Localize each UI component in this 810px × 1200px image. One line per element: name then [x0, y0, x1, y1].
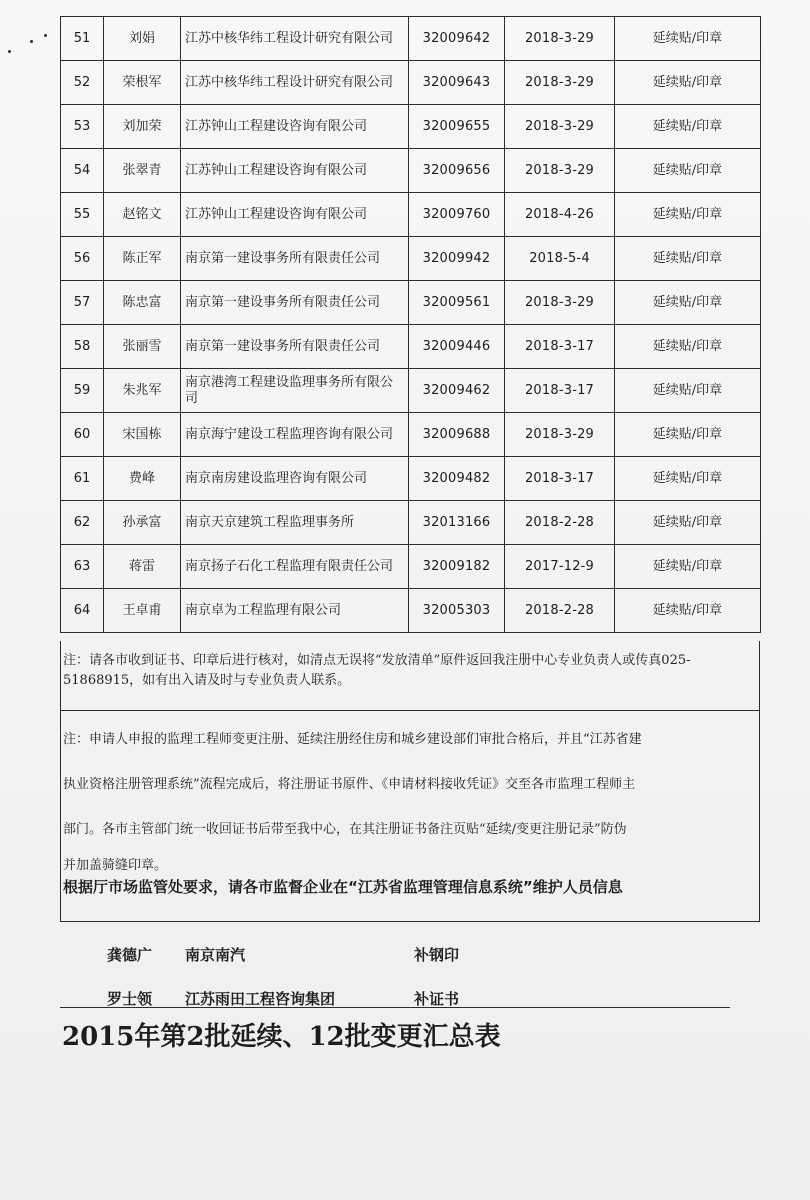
notes-box: [60, 641, 760, 922]
certificate-number: 32009482: [409, 457, 505, 501]
extra-item-2: 补证书: [414, 990, 460, 1008]
note-verification: 注：请各市收到证书、印章后进行核对，如清点无误将“发放清单”原件返回我注册中心专业负责人或传真025-51868915，如有出入请及时与专业负责人联系。: [63, 653, 691, 688]
company-name: 南京第一建设事务所有限责任公司: [181, 281, 409, 325]
underline: [60, 1007, 730, 1008]
registration-table: [60, 16, 761, 633]
row-number: 55: [61, 193, 104, 237]
engineer-name: 刘加荣: [104, 105, 181, 149]
expiry-date: 2018-3-17: [505, 457, 615, 501]
row-number: 54: [61, 149, 104, 193]
engineer-name: 王卓甫: [104, 589, 181, 633]
certificate-number: 32009760: [409, 193, 505, 237]
remark: 延续贴/印章: [615, 545, 761, 589]
expiry-date: 2018-5-4: [505, 237, 615, 281]
row-number: 56: [61, 237, 104, 281]
table-row: [61, 193, 761, 237]
certificate-number: 32009446: [409, 325, 505, 369]
extra-name-1: 龚德广: [107, 946, 153, 964]
certificate-number: 32009688: [409, 413, 505, 457]
expiry-date: 2018-3-29: [505, 413, 615, 457]
expiry-date: 2017-12-9: [505, 545, 615, 589]
extra-name-2: 罗士领: [107, 990, 153, 1008]
engineer-name: 蒋雷: [104, 545, 181, 589]
expiry-date: 2018-4-26: [505, 193, 615, 237]
expiry-date: 2018-3-29: [505, 61, 615, 105]
table-row: [61, 281, 761, 325]
remark: 延续贴/印章: [615, 193, 761, 237]
company-name: 南京卓为工程监理有限公司: [181, 589, 409, 633]
speck: [30, 40, 33, 43]
remark: 延续贴/印章: [615, 413, 761, 457]
extra-company-1: 南京南汽: [185, 946, 246, 964]
engineer-name: 张丽雪: [104, 325, 181, 369]
certificate-number: 32009656: [409, 149, 505, 193]
expiry-date: 2018-3-29: [505, 149, 615, 193]
speck: [44, 34, 47, 37]
expiry-date: 2018-3-17: [505, 325, 615, 369]
row-number: 57: [61, 281, 104, 325]
note-procedure-line-4: 并加盖骑缝印章。: [63, 858, 168, 873]
engineer-name: 张翠青: [104, 149, 181, 193]
divider: [61, 710, 759, 711]
table-row: [61, 457, 761, 501]
certificate-number: 32009655: [409, 105, 505, 149]
remark: 延续贴/印章: [615, 17, 761, 61]
table-row: [61, 545, 761, 589]
note-procedure-line-2: 执业资格注册管理系统”流程完成后，将注册证书原件、《申请材料接收凭证》交至各市监理工程师主: [63, 777, 636, 792]
certificate-number: 32009182: [409, 545, 505, 589]
company-name: 江苏中核华纬工程设计研究有限公司: [181, 17, 409, 61]
engineer-name: 赵铭文: [104, 193, 181, 237]
engineer-name: 刘娟: [104, 17, 181, 61]
expiry-date: 2018-3-29: [505, 105, 615, 149]
company-name: 南京第一建设事务所有限责任公司: [181, 325, 409, 369]
remark: 延续贴/印章: [615, 325, 761, 369]
remark: 延续贴/印章: [615, 589, 761, 633]
summary-title: 2015年第2批延续、12批变更汇总表: [62, 1022, 501, 1052]
row-number: 61: [61, 457, 104, 501]
remark: 延续贴/印章: [615, 281, 761, 325]
remark: 延续贴/印章: [615, 237, 761, 281]
remark: 延续贴/印章: [615, 369, 761, 413]
remark: 延续贴/印章: [615, 149, 761, 193]
row-number: 62: [61, 501, 104, 545]
remark: 延续贴/印章: [615, 105, 761, 149]
company-name: 南京第一建设事务所有限责任公司: [181, 237, 409, 281]
table-row: [61, 105, 761, 149]
engineer-name: 陈正军: [104, 237, 181, 281]
certificate-number: 32009643: [409, 61, 505, 105]
table-row: [61, 61, 761, 105]
speck: [8, 50, 11, 53]
engineer-name: 孙承富: [104, 501, 181, 545]
row-number: 52: [61, 61, 104, 105]
engineer-name: 陈忠富: [104, 281, 181, 325]
table-body: [61, 17, 761, 633]
expiry-date: 2018-3-29: [505, 17, 615, 61]
certificate-number: 32005303: [409, 589, 505, 633]
engineer-name: 宋国栋: [104, 413, 181, 457]
extra-company-2: 江苏雨田工程咨询集团: [185, 990, 336, 1008]
company-name: 江苏钟山工程建设咨询有限公司: [181, 149, 409, 193]
row-number: 59: [61, 369, 104, 413]
company-name: 南京扬子石化工程监理有限责任公司: [181, 545, 409, 589]
row-number: 53: [61, 105, 104, 149]
company-name: 南京南房建设监理咨询有限公司: [181, 457, 409, 501]
table-row: [61, 589, 761, 633]
row-number: 63: [61, 545, 104, 589]
table-row: [61, 237, 761, 281]
note-procedure-line-3: 部门。各市主管部门统一收回证书后带至我中心，在其注册证书备注页贴“延续/变更注册记录”防伪: [63, 822, 627, 837]
engineer-name: 荣根军: [104, 61, 181, 105]
company-name: 南京海宁建设工程监理咨询有限公司: [181, 413, 409, 457]
remark: 延续贴/印章: [615, 501, 761, 545]
expiry-date: 2018-3-29: [505, 281, 615, 325]
table-row: [61, 325, 761, 369]
expiry-date: 2018-3-17: [505, 369, 615, 413]
remark: 延续贴/印章: [615, 457, 761, 501]
company-name: 南京港湾工程建设监理事务所有限公司: [181, 369, 409, 413]
row-number: 60: [61, 413, 104, 457]
engineer-name: 朱兆军: [104, 369, 181, 413]
certificate-number: 32009942: [409, 237, 505, 281]
company-name: 江苏中核华纬工程设计研究有限公司: [181, 61, 409, 105]
row-number: 58: [61, 325, 104, 369]
table-row: [61, 413, 761, 457]
company-name: 江苏钟山工程建设咨询有限公司: [181, 193, 409, 237]
table-row: [61, 17, 761, 61]
note-maintain-info: 根据厅市场监管处要求，请各市监督企业在“江苏省监理管理信息系统”维护人员信息: [63, 878, 623, 896]
certificate-number: 32009462: [409, 369, 505, 413]
expiry-date: 2018-2-28: [505, 501, 615, 545]
row-number: 51: [61, 17, 104, 61]
table-row: [61, 501, 761, 545]
note-procedure-line-1: 注：申请人申报的监理工程师变更注册、延续注册经住房和城乡建设部们审批合格后，并且“江苏省建: [63, 732, 642, 747]
company-name: 江苏钟山工程建设咨询有限公司: [181, 105, 409, 149]
extra-item-1: 补钢印: [414, 946, 460, 964]
certificate-number: 32009561: [409, 281, 505, 325]
table-row: [61, 369, 761, 413]
certificate-number: 32009642: [409, 17, 505, 61]
expiry-date: 2018-2-28: [505, 589, 615, 633]
certificate-number: 32013166: [409, 501, 505, 545]
remark: 延续贴/印章: [615, 61, 761, 105]
company-name: 南京天京建筑工程监理事务所: [181, 501, 409, 545]
engineer-name: 费峰: [104, 457, 181, 501]
table-row: [61, 149, 761, 193]
row-number: 64: [61, 589, 104, 633]
